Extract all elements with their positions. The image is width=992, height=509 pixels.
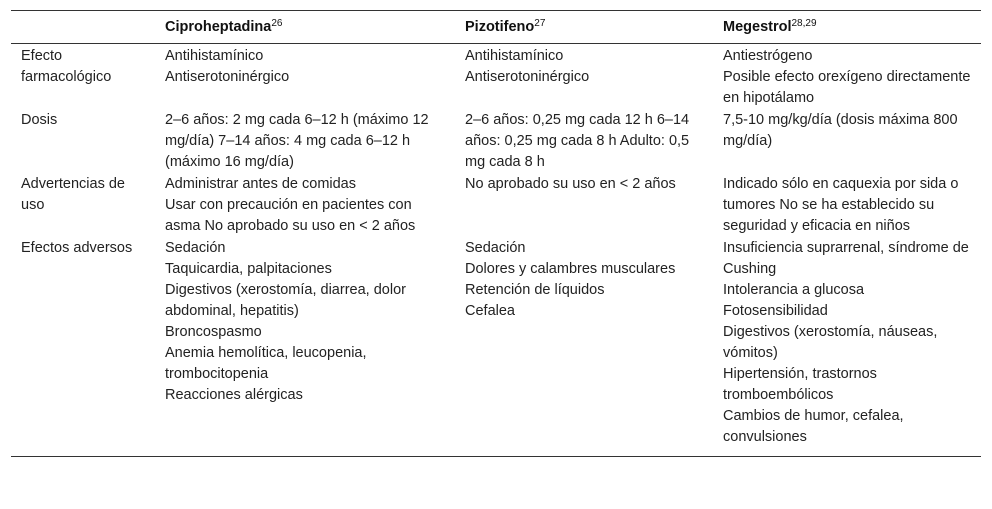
- cell-line: Fotosensibilidad: [723, 303, 828, 319]
- cell-line: Reacciones alérgicas: [165, 387, 303, 403]
- table-cell: [713, 44, 981, 110]
- table-row-efectos-adversos: [11, 237, 981, 456]
- row-label: Advertencias de uso: [21, 176, 125, 213]
- table-row-dosis: [11, 109, 981, 173]
- cell-line: Intolerancia a glucosa: [723, 282, 865, 298]
- table-row-advertencias: [11, 173, 981, 237]
- cell-line: Usar con precaución en pacientes con asma No aprobado su uso en < 2 años: [165, 197, 416, 234]
- table-cell: [155, 173, 455, 237]
- table-cell: [455, 44, 713, 110]
- table-cell: [455, 173, 713, 237]
- table-cell: [713, 237, 981, 456]
- cell-line: Antiestrógeno: [723, 48, 813, 64]
- header-empty: [11, 11, 155, 44]
- cell-line: Posible efecto orexígeno directamente en hipotálamo: [723, 69, 971, 106]
- cell-line: Anemia hemolítica, leucopenia, trombocitopenia: [165, 345, 367, 382]
- table-cell: [155, 44, 455, 110]
- table-cell: [713, 109, 981, 173]
- table-cell: [713, 173, 981, 237]
- cell-line: 2–6 años: 2 mg cada 6–12 h (máximo 12 mg/día) 7–14 años: 4 mg cada 6–12 h (máximo 16 mg/día): [165, 112, 429, 170]
- cell-line: Sedación: [465, 240, 526, 256]
- header-reference: 27: [534, 18, 546, 29]
- header-pizotifeno: [455, 11, 713, 44]
- cell-line: 2–6 años: 0,25 mg cada 12 h 6–14 años: 0,25 mg cada 8 h Adulto: 0,5 mg cada 8 h: [465, 112, 690, 170]
- cell-line: No aprobado su uso en < 2 años: [465, 176, 676, 192]
- table-row-efecto-farmacologico: [11, 44, 981, 110]
- row-label: Efectos adversos: [21, 240, 133, 256]
- header-label: Pizotifeno: [465, 19, 535, 35]
- table-cell: [455, 109, 713, 173]
- cell-line: Hipertensión, trastornos tromboembólicos: [723, 366, 877, 403]
- table-cell: [155, 237, 455, 456]
- cell-line: Administrar antes de comidas: [165, 176, 356, 192]
- table-cell: [155, 109, 455, 173]
- cell-line: Antiserotoninérgico: [465, 69, 590, 85]
- header-label: Megestrol: [723, 19, 792, 35]
- cell-line: Sedación: [165, 240, 226, 256]
- cell-line: Indicado sólo en caquexia por sida o tumores No se ha establecido su seguridad y eficacia en niños: [723, 176, 959, 234]
- header-megestrol: [713, 11, 981, 44]
- cell-line: Digestivos (xerostomía, diarrea, dolor abdominal, hepatitis): [165, 282, 406, 319]
- row-label: Dosis: [21, 112, 58, 128]
- cell-line: Digestivos (xerostomía, náuseas, vómitos): [723, 324, 938, 361]
- header-reference: 28,29: [791, 18, 817, 29]
- cell-line: Cambios de humor, cefalea, convulsiones: [723, 408, 904, 445]
- cell-line: Antihistamínico: [165, 48, 264, 64]
- cell-line: Dolores y calambres musculares: [465, 261, 676, 277]
- header-ciproheptadina: [155, 11, 455, 44]
- cell-line: 7,5-10 mg/kg/día (dosis máxima 800 mg/día): [723, 112, 958, 149]
- header-label: Ciproheptadina: [165, 19, 272, 35]
- cell-line: Insuficiencia suprarrenal, síndrome de Cushing: [723, 240, 969, 277]
- row-label: Efecto farmacológico: [21, 48, 112, 85]
- cell-line: Cefalea: [465, 303, 515, 319]
- cell-line: Taquicardia, palpitaciones: [165, 261, 332, 277]
- cell-line: Antihistamínico: [465, 48, 564, 64]
- table-cell: [455, 237, 713, 456]
- drug-comparison-table-container: [11, 10, 981, 457]
- header-reference: 26: [271, 18, 283, 29]
- cell-line: Broncospasmo: [165, 324, 262, 340]
- cell-line: Retención de líquidos: [465, 282, 605, 298]
- cell-line: Antiserotoninérgico: [165, 69, 290, 85]
- drug-comparison-table: [11, 11, 981, 456]
- header-row: [11, 11, 981, 44]
